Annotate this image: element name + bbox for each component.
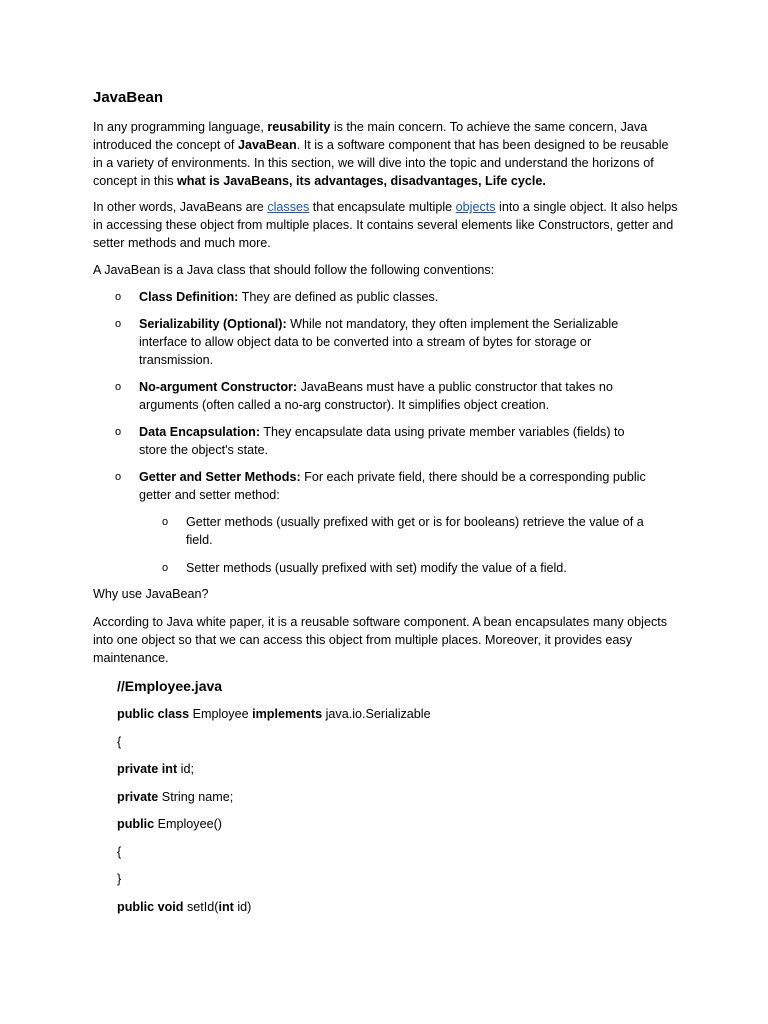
bullet-marker: o	[115, 318, 122, 330]
code-text: id)	[233, 900, 252, 914]
code-line: }	[117, 872, 122, 886]
conventions-intro: A JavaBean is a Java class that should follow the following conventions:	[93, 263, 495, 277]
intro-paragraph	[93, 119, 678, 191]
intro-text: In any programming language,	[93, 120, 268, 134]
bullet-label: Getter and Setter Methods:	[139, 470, 301, 484]
intro-bold-reusability: reusability	[267, 120, 331, 134]
code-text: setId(	[183, 900, 219, 914]
code-text: id;	[177, 762, 194, 776]
bullet-marker: o	[115, 471, 122, 483]
bullet-text: They encapsulate data using private member variables (fields) to store the object's state.	[139, 425, 625, 457]
code-keyword: public class	[117, 707, 190, 721]
sub-bullet-text: Setter methods (usually prefixed with set) modify the value of a field.	[186, 561, 567, 575]
code-text: Employee()	[154, 817, 222, 831]
code-line	[117, 760, 677, 778]
bullet-text: JavaBeans must have a public constructor that takes no arguments (often called a no-arg constructor). It simplifies object creation.	[139, 380, 613, 412]
intro-text: . It is a software component that has been designed to be reusable in a variety of environments. In this section, we will dive into the topic and understand the horizons of concept in this	[93, 137, 669, 188]
list-item	[115, 316, 655, 370]
intro-text: is the main concern. To achieve the same concern, Java introduced the concept of	[93, 120, 648, 152]
sub-list-item	[162, 560, 662, 578]
why-heading: Why use JavaBean?	[93, 587, 209, 601]
sub-bullet-text: Getter methods (usually prefixed with get or is for booleans) retrieve the value of a field.	[186, 515, 644, 547]
code-keyword: public	[117, 817, 155, 831]
bullet-text: They are defined as public classes.	[238, 290, 439, 304]
intro-bold-javabean: JavaBean	[237, 137, 297, 152]
code-keyword: private int	[117, 762, 178, 776]
bullet-label: Serializability (Optional):	[139, 317, 287, 331]
classes-link[interactable]: classes	[267, 200, 310, 214]
code-text: String name;	[158, 790, 234, 804]
list-item	[115, 469, 655, 505]
definition-text: In other words, JavaBeans are	[93, 200, 268, 214]
bullet-marker: o	[162, 562, 169, 574]
bullet-marker: o	[115, 381, 122, 393]
code-keyword: private	[117, 790, 159, 804]
sub-list-item	[162, 514, 662, 550]
code-line	[117, 815, 677, 833]
why-paragraph: According to Java white paper, it is a reusable software component. A bean encapsulates many objects into one object so that we can access this object from multiple places. Moreover, it provides easy maintenance.	[93, 615, 668, 665]
code-line	[117, 788, 677, 806]
page-title: JavaBean	[93, 89, 164, 106]
code-keyword: int	[218, 900, 234, 914]
list-item	[115, 379, 655, 415]
bullet-label: No-argument Constructor:	[139, 380, 298, 394]
intro-bold-topics: what is JavaBeans, its advantages, disadvantages, Life cycle.	[177, 173, 546, 188]
code-title: //Employee.java	[117, 678, 223, 694]
code-keyword: public void	[117, 900, 184, 914]
code-line	[117, 705, 677, 723]
definition-paragraph	[93, 199, 678, 253]
bullet-text: While not mandatory, they often implement the Serializable interface to allow object data to be converted into a stream of bytes for storage or transmission.	[139, 317, 619, 367]
bullet-marker: o	[162, 516, 169, 528]
definition-text: into a single object. It also helps in accessing these object from multiple places. It contains several elements like Constructors, getter and setter methods and much more.	[93, 200, 678, 250]
definition-text: that encapsulate multiple	[309, 200, 456, 214]
objects-link[interactable]: objects	[455, 200, 496, 214]
code-line	[117, 898, 677, 916]
bullet-label: Class Definition:	[139, 290, 239, 304]
bullet-marker: o	[115, 291, 122, 303]
code-line: {	[117, 845, 122, 859]
list-item	[115, 424, 655, 460]
bullet-text: For each private field, there should be a corresponding public getter and setter method:	[139, 470, 646, 502]
code-text: Employee	[189, 707, 253, 721]
bullet-label: Data Encapsulation:	[139, 425, 261, 439]
code-line: {	[117, 735, 122, 749]
code-text: java.io.Serializable	[322, 707, 431, 721]
list-item	[115, 289, 655, 307]
code-keyword: implements	[252, 707, 323, 721]
bullet-marker: o	[115, 426, 122, 438]
